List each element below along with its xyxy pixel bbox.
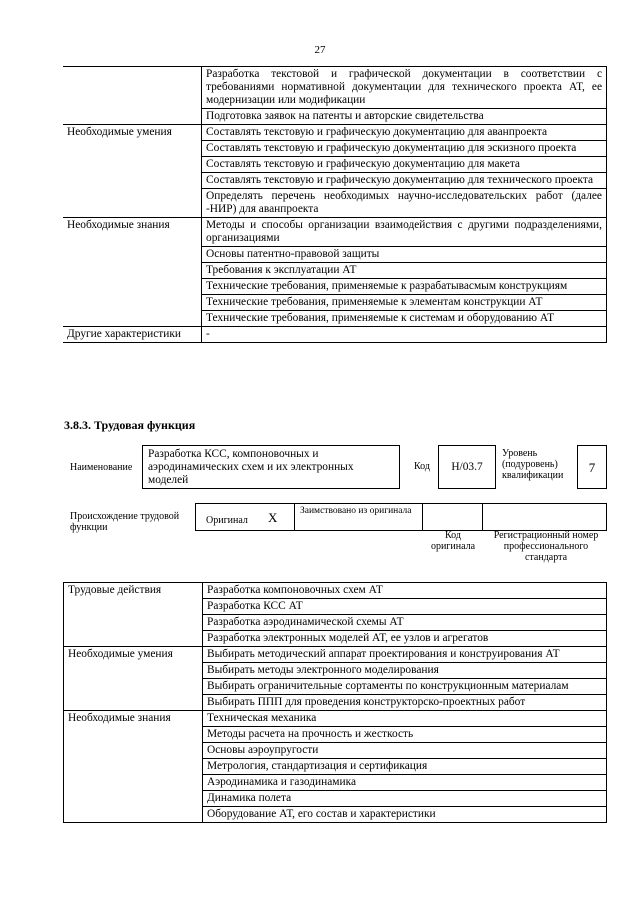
- original-mark: X: [268, 510, 278, 525]
- level-label: Уровень (подуровень) квалификации: [502, 448, 564, 481]
- row-item: Составлять текстовую и графическую документацию для эскизного проекта: [202, 141, 607, 157]
- row-item: Разработка текстовой и графической документации в соответствии с требованиями нормативной документации для технического проекта АТ, ее модернизации или модификации: [202, 67, 607, 109]
- function-name-box: [142, 445, 400, 489]
- row-label: Необходимые умения: [64, 647, 203, 711]
- table-row: [63, 218, 607, 247]
- row-item: Определять перечень необходимых научно-исследовательских работ (далее -НИР) для аванпроекта: [202, 189, 607, 218]
- row-item: Требования к эксплуатации АТ: [202, 263, 607, 279]
- table-row: [63, 67, 607, 109]
- row-item: Техническая механика: [203, 711, 607, 727]
- row-item: Выбирать методический аппарат проектирования и конструирования АТ: [203, 647, 607, 663]
- table-row: [63, 125, 607, 141]
- row-item: Подготовка заявок на патенты и авторские свидетельства: [202, 109, 607, 125]
- row-item: Составлять текстовую и графическую документацию для макета: [202, 157, 607, 173]
- row-label: [63, 67, 202, 125]
- origin-code-label: Код оригинала: [430, 530, 476, 552]
- reg-number-label: Регистрационный номер профессионального стандарта: [493, 530, 599, 563]
- skills-table-continued: [63, 66, 607, 343]
- function-name-value: Разработка КСС, компоновочных и аэродинамических схем и их электронных моделей: [148, 448, 354, 486]
- row-item: -: [202, 327, 607, 343]
- row-label: Необходимые умения: [63, 125, 202, 218]
- row-item: Методы расчета на прочность и жесткость: [203, 727, 607, 743]
- section-title: 3.8.3. Трудовая функция: [64, 418, 196, 432]
- code-label: Код: [414, 461, 430, 472]
- row-label: Необходимые знания: [64, 711, 203, 823]
- row-item: Основы патентно-правовой защиты: [202, 247, 607, 263]
- row-item: Технические требования, применяемые к системам и оборудованию АТ: [202, 311, 607, 327]
- row-label: Трудовые действия: [64, 583, 203, 647]
- row-item: Технические требования, применяемые к разрабатывасмым конструкциям: [202, 279, 607, 295]
- row-item: Разработка КСС АТ: [203, 599, 607, 615]
- level-value: 7: [588, 459, 596, 475]
- table-row: [64, 711, 607, 727]
- row-label: Другие характеристики: [63, 327, 202, 343]
- labor-function-table: [63, 582, 607, 823]
- borrowed-label: Заимствовано из оригинала: [300, 506, 412, 516]
- code-value: H/03.7: [451, 460, 483, 473]
- code-box: [438, 445, 496, 489]
- row-item: Разработка электронных моделей АТ, ее узлов и агрегатов: [203, 631, 607, 647]
- row-label: Необходимые знания: [63, 218, 202, 327]
- row-item: Динамика полета: [203, 791, 607, 807]
- row-item: Выбирать ППП для проведения конструкторско-проектных работ: [203, 695, 607, 711]
- row-item: Составлять текстовую и графическую документацию для технического проекта: [202, 173, 607, 189]
- origin-label: Происхождение трудовой функции: [70, 511, 180, 533]
- row-item: Метрология, стандартизация и сертификация: [203, 759, 607, 775]
- page-number: 27: [314, 44, 326, 56]
- row-item: Разработка аэродинамической схемы АТ: [203, 615, 607, 631]
- row-item: Основы аэроупругости: [203, 743, 607, 759]
- row-item: Аэродинамика и газодинамика: [203, 775, 607, 791]
- row-item: Оборудование АТ, его состав и характеристики: [203, 807, 607, 823]
- name-label: Наименование: [70, 462, 133, 473]
- row-item: Составлять текстовую и графическую документацию для аванпроекта: [202, 125, 607, 141]
- row-item: Разработка компоновочных схем АТ: [203, 583, 607, 599]
- table-row: [64, 583, 607, 599]
- level-box: [577, 445, 607, 489]
- original-label: Оригинал: [206, 515, 248, 526]
- table-row: [63, 327, 607, 343]
- row-item: Методы и способы организации взаимодействия с другими подразделениями, организациями: [202, 218, 607, 247]
- table-row: [64, 647, 607, 663]
- row-item: Выбирать ограничительные сортаменты по конструкционным материалам: [203, 679, 607, 695]
- row-item: Технические требования, применяемые к элементам конструкции АТ: [202, 295, 607, 311]
- row-item: Выбирать методы электронного моделирования: [203, 663, 607, 679]
